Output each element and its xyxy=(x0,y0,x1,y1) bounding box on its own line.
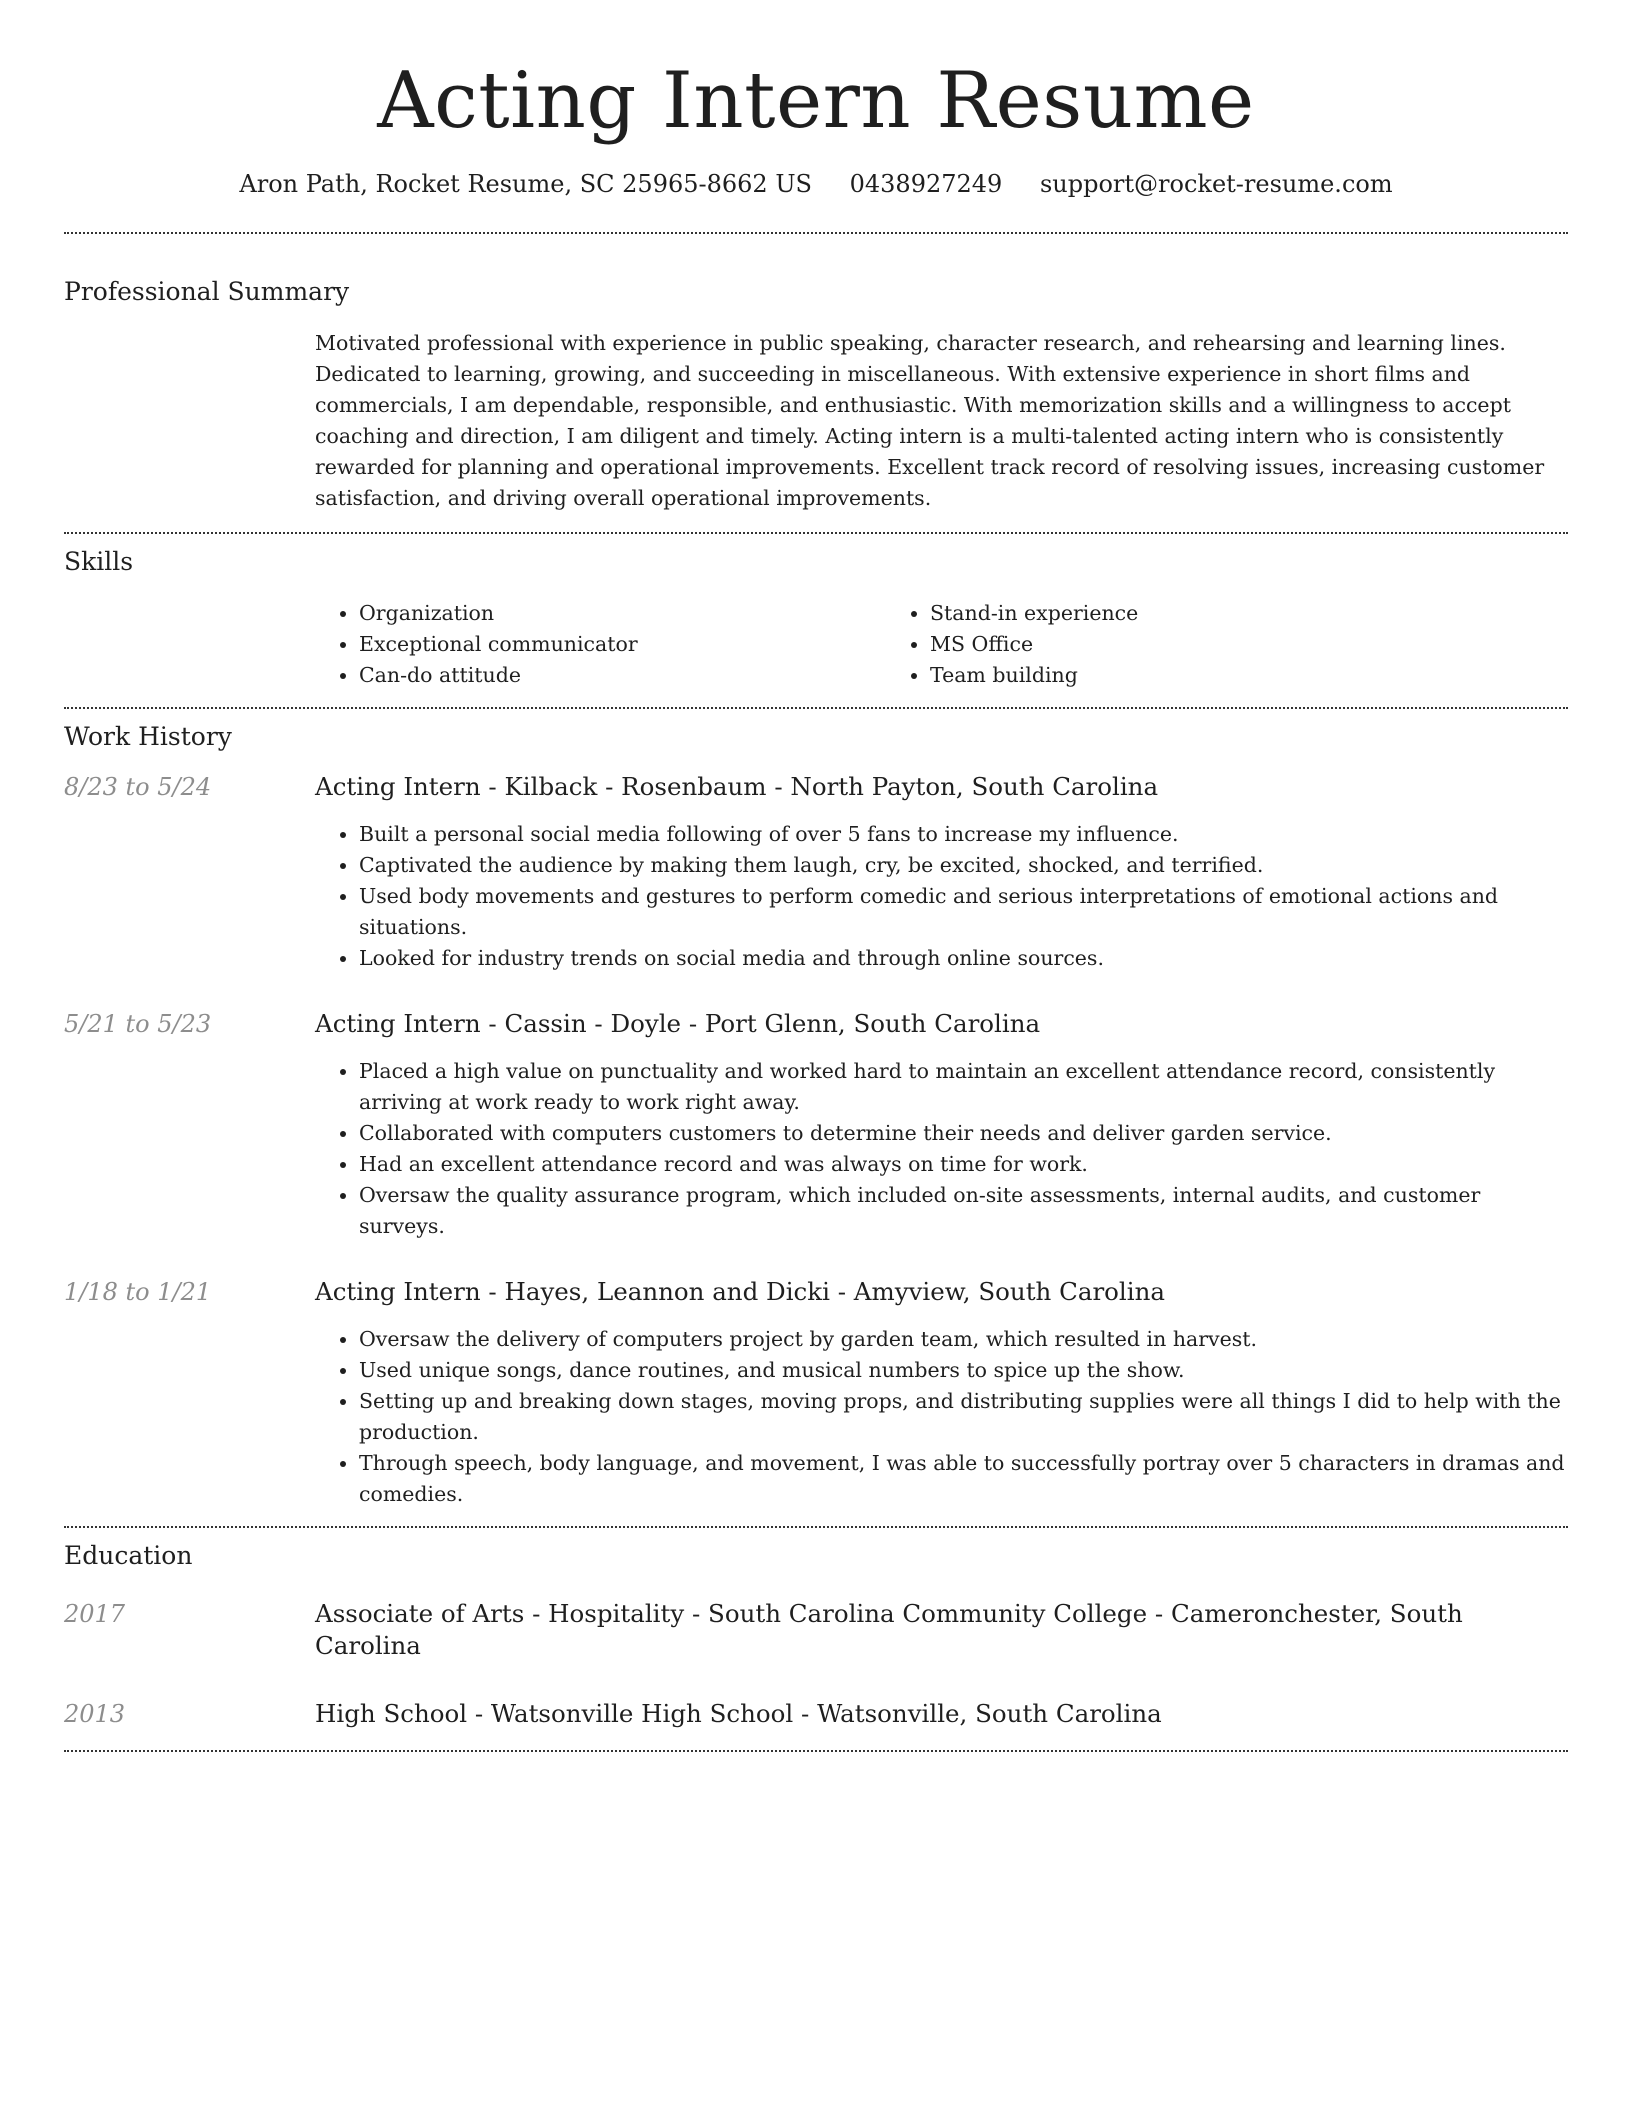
education-school: - Watsonville High School - Watsonville, South Carolina xyxy=(467,1699,1162,1728)
job-bullet: • Oversaw the delivery of computers project by garden team, which resulted in harvest. xyxy=(359,1324,1568,1355)
contact-line xyxy=(64,168,1568,200)
skills-column-left xyxy=(315,598,886,691)
skill-item: • Team building xyxy=(930,660,1486,691)
job-details xyxy=(315,1008,1568,1242)
job-bullets xyxy=(315,1324,1568,1510)
skill-item: • Stand-in experience xyxy=(930,598,1486,629)
job-bullet: • Collaborated with computers customers to determine their needs and deliver garden service. xyxy=(359,1118,1568,1149)
education-degree: Associate of Arts - Hospitality xyxy=(315,1599,685,1628)
education-heading xyxy=(315,1698,1162,1730)
divider xyxy=(64,1750,1568,1752)
job-bullet: • Through speech, body language, and movement, I was able to successfully portray over 5 characters in dramas and comedies. xyxy=(359,1448,1568,1510)
education-date: 2017 xyxy=(64,1600,126,1628)
job-date: 1/18 to 1/21 xyxy=(64,1278,212,1306)
contact-phone: 0438927249 xyxy=(849,170,1003,198)
job-date: 5/21 to 5/23 xyxy=(64,1010,212,1038)
skill-item: • Organization xyxy=(359,598,886,629)
skills-list xyxy=(315,598,1568,691)
job-bullet: • Setting up and breaking down stages, moving props, and distributing supplies were all things I did to help with the production. xyxy=(359,1386,1568,1448)
job-bullets xyxy=(315,1056,1568,1242)
resume-title: Acting Intern Resume xyxy=(377,56,1255,146)
job-bullet: • Oversaw the quality assurance program, which included on-site assessments, internal audits, and customer surveys. xyxy=(359,1180,1568,1242)
job-bullet: • Looked for industry trends on social media and through online sources. xyxy=(359,943,1568,974)
job-bullets xyxy=(315,819,1568,974)
section-title-education: Education xyxy=(64,1541,193,1570)
education-heading xyxy=(315,1598,1568,1662)
education-school: - South Carolina Community College - Cameronchester, South Carolina xyxy=(315,1599,1463,1660)
divider xyxy=(64,707,1568,709)
section-title-work-history: Work History xyxy=(64,722,232,751)
education-date: 2013 xyxy=(64,1700,126,1728)
job-entry xyxy=(64,771,1568,974)
divider xyxy=(64,1526,1568,1528)
job-details xyxy=(315,1276,1568,1510)
job-entry xyxy=(64,1008,1568,1242)
contact-email: support@rocket-resume.com xyxy=(1039,170,1393,198)
job-bullet: • Used body movements and gestures to perform comedic and serious interpretations of emotional actions and situations. xyxy=(359,881,1568,943)
job-bullet: • Used unique songs, dance routines, and musical numbers to spice up the show. xyxy=(359,1355,1568,1386)
education-entry xyxy=(64,1698,1568,1730)
divider xyxy=(64,232,1568,234)
divider xyxy=(64,532,1568,534)
job-bullet: • Placed a high value on punctuality and worked hard to maintain an excellent attendance record, consistently arriving at work ready to work right away. xyxy=(359,1056,1568,1118)
job-heading: Acting Intern - Cassin - Doyle - Port Glenn, South Carolina xyxy=(315,1009,1041,1038)
job-heading: Acting Intern - Hayes, Leannon and Dicki - Amyview, South Carolina xyxy=(315,1277,1165,1306)
section-title-skills: Skills xyxy=(64,547,134,576)
contact-address: Aron Path, Rocket Resume, SC 25965-8662 US xyxy=(239,170,812,198)
job-bullet: • Built a personal social media following of over 5 fans to increase my influence. xyxy=(359,819,1568,850)
job-heading: Acting Intern - Kilback - Rosenbaum - North Payton, South Carolina xyxy=(315,772,1159,801)
job-entry xyxy=(64,1276,1568,1510)
job-bullet: • Captivated the audience by making them laugh, cry, be excited, shocked, and terrified. xyxy=(359,850,1568,881)
job-bullet: • Had an excellent attendance record and was always on time for work. xyxy=(359,1149,1568,1180)
skills-column-right xyxy=(886,598,1486,691)
skill-item: • Exceptional communicator xyxy=(359,629,886,660)
skill-item: • Can-do attitude xyxy=(359,660,886,691)
summary-text: Motivated professional with experience in public speaking, character research, and rehearsing and learning lines. Dedicated to learning, growing, and succeeding in miscellaneous. With extensive experience in short films and commercials, I am dependable, responsible, and enthusiastic. With memorization skills and a willingness to accept coaching and direction, I am diligent and timely. Acting intern is a multi-talented acting intern who is consistently rewarded for planning and operational improvements. Excellent track record of resolving issues, increasing customer satisfaction, and driving overall operational improvements. xyxy=(315,331,1545,510)
section-title-summary: Professional Summary xyxy=(64,277,350,306)
education-entry xyxy=(64,1598,1568,1662)
job-details xyxy=(315,771,1568,974)
skill-item: • MS Office xyxy=(930,629,1486,660)
job-date: 8/23 to 5/24 xyxy=(64,773,212,801)
education-degree: High School xyxy=(315,1699,468,1728)
